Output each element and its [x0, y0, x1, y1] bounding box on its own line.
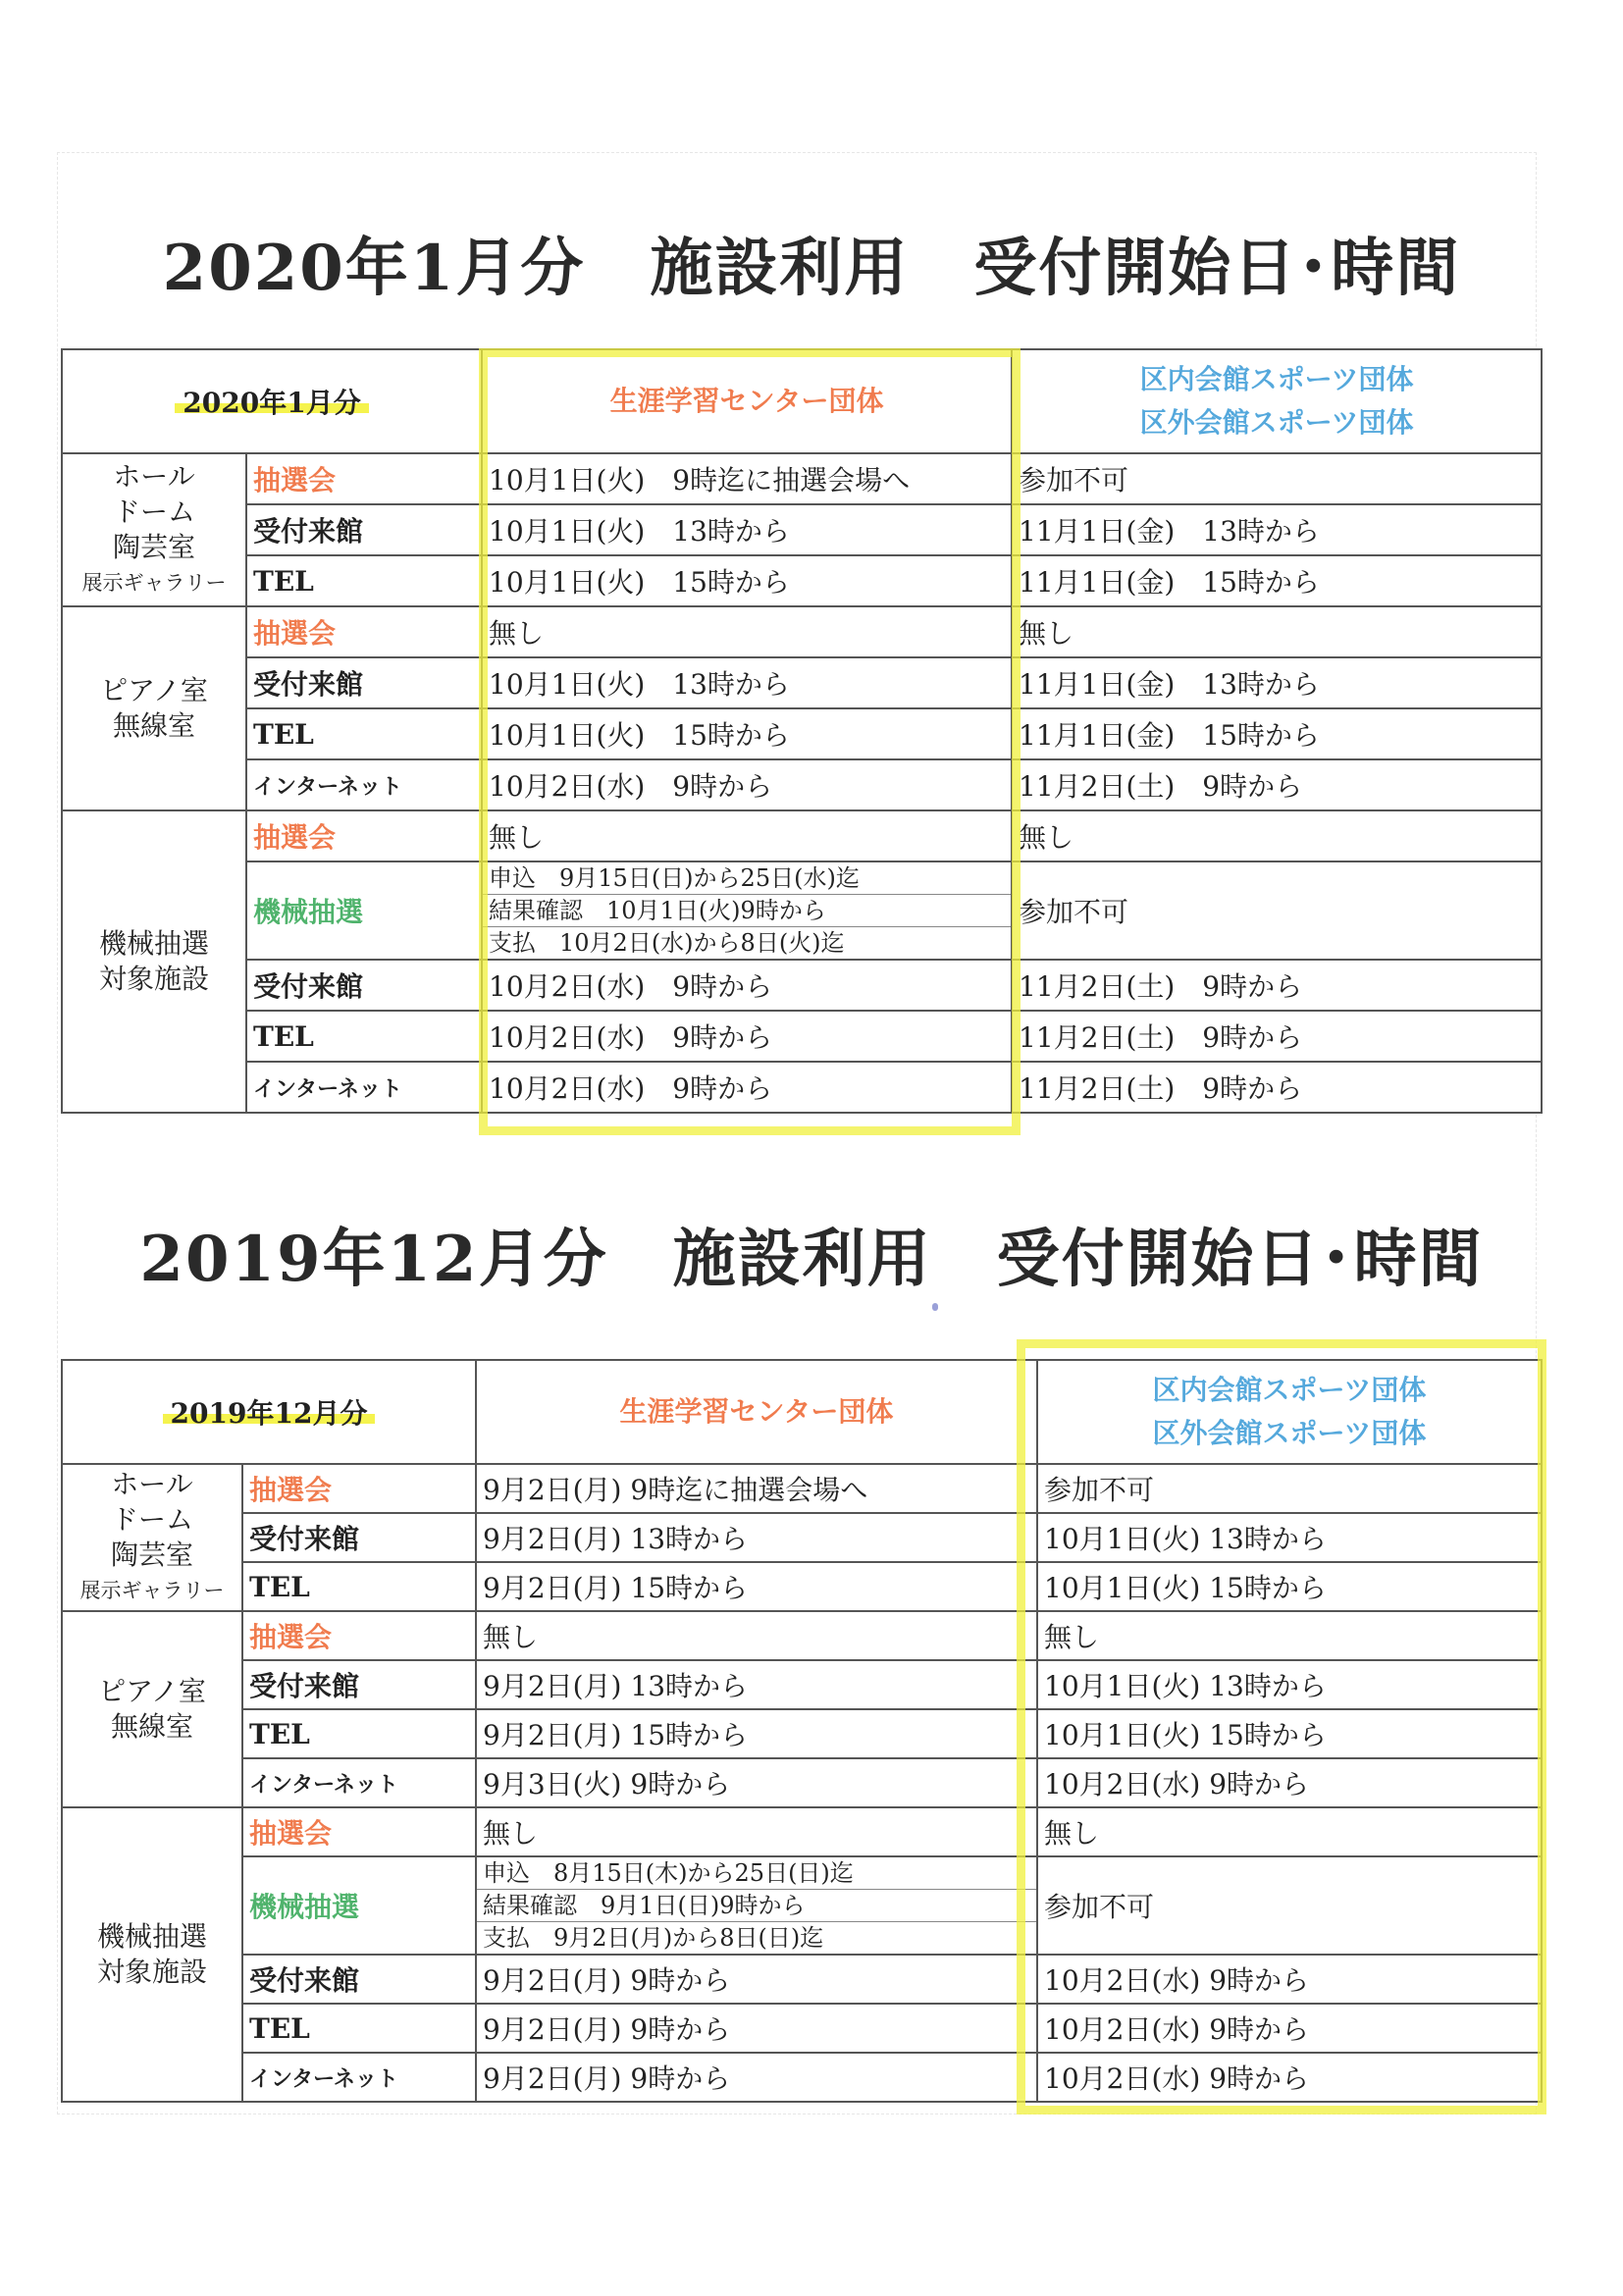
- method-label: 受付来館: [246, 504, 482, 555]
- schedule-table-2019-12: [61, 1359, 1543, 2103]
- lifelong-cell: 10月1日(火) 9時迄に抽選会場へ: [482, 453, 1012, 504]
- schedule-table-2020-01: [61, 348, 1543, 1114]
- lifelong-cell: 10月1日(火) 13時から: [482, 657, 1012, 708]
- lifelong-cell: 10月2日(水) 9時から: [482, 759, 1012, 810]
- sports-cell: 10月1日(火) 15時から: [1037, 1562, 1542, 1611]
- lifelong-cell: 9月3日(火) 9時から: [476, 1758, 1037, 1807]
- lifelong-cell: 10月1日(火) 15時から: [482, 708, 1012, 759]
- sports-cell: 11月1日(金) 15時から: [1012, 708, 1542, 759]
- lifelong-cell: 9月2日(月) 15時から: [476, 1709, 1037, 1758]
- sports-cell: 無し: [1037, 1611, 1542, 1660]
- page-title: 2020年1月分 施設利用 受付開始日･時間: [162, 232, 1461, 305]
- sports-cell: 10月1日(火) 13時から: [1037, 1660, 1542, 1709]
- lifelong-cell: 9月2日(月) 13時から: [476, 1660, 1037, 1709]
- sports-cell: 10月2日(水) 9時から: [1037, 1955, 1542, 2004]
- method-label: TEL: [242, 2004, 476, 2053]
- sports-cell: 11月2日(土) 9時から: [1012, 1011, 1542, 1062]
- sports-cell: 無し: [1012, 810, 1542, 861]
- lifelong-cell: 9月2日(月) 13時から: [476, 1513, 1037, 1562]
- stray-mark: [932, 1303, 938, 1311]
- method-label: 抽選会: [246, 453, 482, 504]
- lifelong-cell: 無し: [482, 810, 1012, 861]
- method-label: TEL: [246, 708, 482, 759]
- method-label: 抽選会: [242, 1464, 476, 1513]
- lifelong-cell: 9月2日(月) 9時から: [476, 2004, 1037, 2053]
- sports-cell: 10月2日(水) 9時から: [1037, 1758, 1542, 1807]
- sports-cell: 10月1日(火) 13時から: [1037, 1513, 1542, 1562]
- sports-cell: 参加不可: [1012, 453, 1542, 504]
- lifelong-cell: 10月1日(火) 15時から: [482, 555, 1012, 606]
- sports-cell: 11月1日(金) 13時から: [1012, 504, 1542, 555]
- lifelong-cell: 無し: [476, 1807, 1037, 1856]
- col-header-lifelong: 生涯学習センター団体: [476, 1360, 1037, 1464]
- lifelong-cell: 9月2日(月) 9時から: [476, 2053, 1037, 2102]
- method-label: TEL: [246, 1011, 482, 1062]
- sports-cell: 11月2日(土) 9時から: [1012, 759, 1542, 810]
- lifelong-cell: 10月2日(水) 9時から: [482, 1062, 1012, 1113]
- sports-cell: 11月1日(金) 15時から: [1012, 555, 1542, 606]
- sports-cell: 10月1日(火) 15時から: [1037, 1709, 1542, 1758]
- method-label: インターネット: [246, 1062, 482, 1113]
- lifelong-cell: 9月2日(月) 15時から: [476, 1562, 1037, 1611]
- method-label: インターネット: [242, 2053, 476, 2102]
- facility-group-piano: ピアノ室 無線室: [62, 1611, 242, 1807]
- sports-cell: 無し: [1037, 1807, 1542, 1856]
- method-label: TEL: [242, 1562, 476, 1611]
- sports-cell: 11月2日(土) 9時から: [1012, 960, 1542, 1011]
- lifelong-cell: 9月2日(月) 9時から: [476, 1955, 1037, 2004]
- sports-cell: 参加不可: [1012, 861, 1542, 960]
- lifelong-cell: 無し: [482, 606, 1012, 657]
- facility-group-piano: ピアノ室 無線室: [62, 606, 246, 810]
- sports-cell: 10月2日(水) 9時から: [1037, 2004, 1542, 2053]
- sports-cell: 11月2日(土) 9時から: [1012, 1062, 1542, 1113]
- lifelong-cell: 無し: [476, 1611, 1037, 1660]
- sports-cell: 11月1日(金) 13時から: [1012, 657, 1542, 708]
- method-label: 抽選会: [246, 606, 482, 657]
- lifelong-cell: 10月2日(水) 9時から: [482, 1011, 1012, 1062]
- method-label: 抽選会: [242, 1611, 476, 1660]
- facility-group-machine-lottery: 機械抽選 対象施設: [62, 1807, 242, 2102]
- facility-group-machine-lottery: 機械抽選 対象施設: [62, 810, 246, 1113]
- method-label: 受付来館: [242, 1660, 476, 1709]
- method-label: 機械抽選: [246, 861, 482, 960]
- col-header-lifelong: 生涯学習センター団体: [482, 349, 1012, 453]
- method-label: インターネット: [242, 1758, 476, 1807]
- method-label: インターネット: [246, 759, 482, 810]
- lifelong-cell: 10月2日(水) 9時から: [482, 960, 1012, 1011]
- method-label: 受付来館: [246, 657, 482, 708]
- method-label: 受付来館: [242, 1513, 476, 1562]
- machine-lottery-schedule: 申込 9月15日(日)から25日(水)迄 結果確認 10月1日(火)9時から 支払 10月2日(水)から8日(火)迄: [482, 861, 1012, 960]
- sports-cell: 参加不可: [1037, 1464, 1542, 1513]
- facility-group-hall: ホール ドーム 陶芸室 展示ギャラリー: [62, 453, 246, 606]
- machine-lottery-schedule: 申込 8月15日(木)から25日(日)迄 結果確認 9月1日(日)9時から 支払 9月2日(月)から8日(日)迄: [476, 1856, 1037, 1955]
- month-label: 2019年12月分: [62, 1360, 476, 1464]
- method-label: 抽選会: [242, 1807, 476, 1856]
- sports-cell: 参加不可: [1037, 1856, 1542, 1955]
- sports-cell: 無し: [1012, 606, 1542, 657]
- col-header-sports: 区内会館スポーツ団体 区外会館スポーツ団体: [1037, 1360, 1542, 1464]
- method-label: 受付来館: [242, 1955, 476, 2004]
- sports-cell: 10月2日(水) 9時から: [1037, 2053, 1542, 2102]
- method-label: TEL: [242, 1709, 476, 1758]
- method-label: 抽選会: [246, 810, 482, 861]
- lifelong-cell: 9月2日(月) 9時迄に抽選会場へ: [476, 1464, 1037, 1513]
- col-header-sports: 区内会館スポーツ団体 区外会館スポーツ団体: [1012, 349, 1542, 453]
- month-label: 2020年1月分: [62, 349, 482, 453]
- method-label: 機械抽選: [242, 1856, 476, 1955]
- method-label: 受付来館: [246, 960, 482, 1011]
- method-label: TEL: [246, 555, 482, 606]
- page-title: 2019年12月分 施設利用 受付開始日･時間: [139, 1223, 1484, 1296]
- facility-group-hall: ホール ドーム 陶芸室 展示ギャラリー: [62, 1464, 242, 1611]
- lifelong-cell: 10月1日(火) 13時から: [482, 504, 1012, 555]
